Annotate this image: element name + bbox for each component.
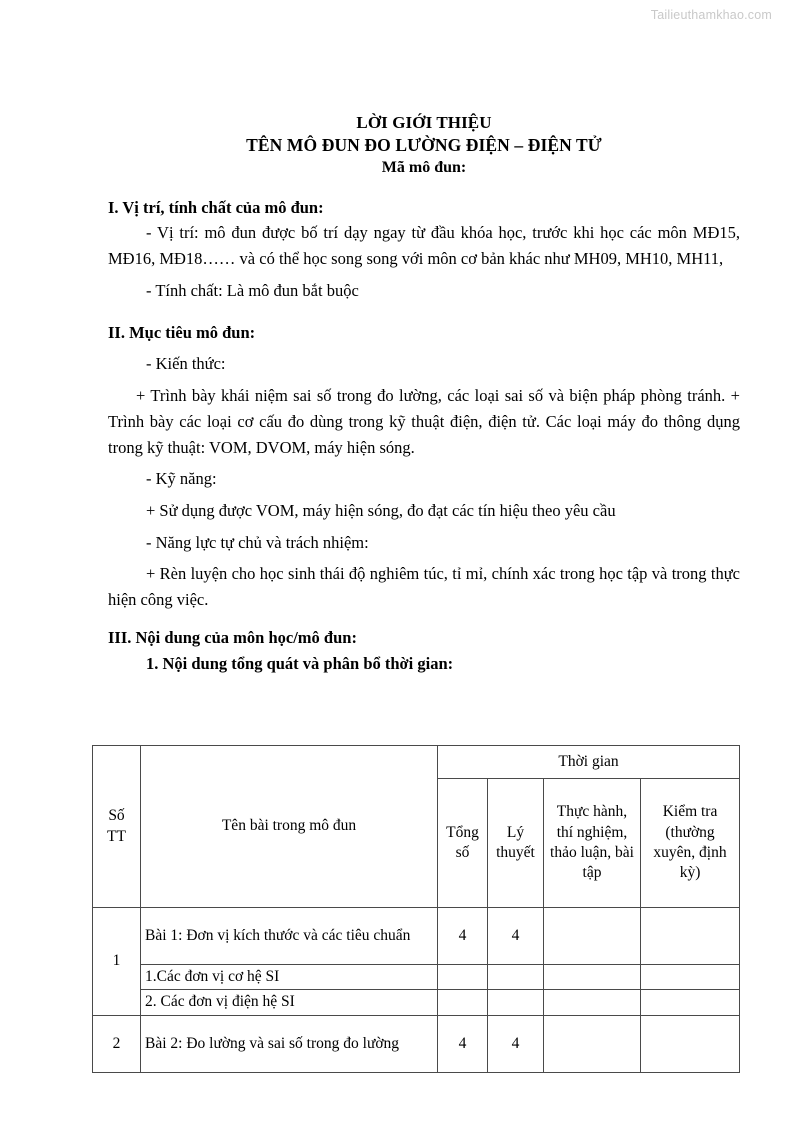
section-1-heading: I. Vị trí, tính chất của mô đun:	[108, 197, 324, 217]
table-cell-practice	[544, 965, 641, 990]
table-cell-lesson-name: 1.Các đơn vị cơ hệ SI	[141, 965, 438, 990]
table-cell-exam	[641, 990, 740, 1015]
table-cell-stt: 2	[93, 1015, 141, 1072]
table-cell-theory: 4	[488, 1015, 544, 1072]
table-row	[93, 908, 740, 965]
table-cell-theory	[488, 965, 544, 990]
document-title-block	[108, 112, 740, 179]
section-2-paragraph-4: + Sử dụng được VOM, máy hiện sóng, đo đạt các tín hiệu theo yêu cầu	[146, 501, 616, 521]
table-header-practice: Thực hành, thí nghiệm, thảo luận, bài tập	[544, 779, 641, 908]
table-header-total	[438, 779, 488, 908]
table-cell-theory	[488, 990, 544, 1015]
section-2-paragraph-3: - Kỹ năng:	[146, 469, 217, 489]
document-body	[108, 112, 740, 676]
table-header-stt-line2: TT	[107, 827, 126, 845]
content-distribution-table-wrapper	[92, 745, 740, 1073]
table-header-total-line1: Tổng	[446, 823, 479, 841]
section-2-paragraph-2: + Trình bày khái niệm sai số trong đo lường, các loại sai số và biện pháp phòng tránh. + Trình bày các loại cơ cấu đo dùng trong kỹ thuật điện, điện tử. Các loại máy đo thông dụng trong kỹ thuật: VOM, DVOM, máy hiện sóng.	[108, 386, 740, 457]
section-1-paragraph-1: - Vị trí: mô đun được bố trí dạy ngay từ đầu khóa học, trước khi học các môn MĐ15, MĐ16, MĐ18…… và có thể học song song với môn cơ bản khác như MH09, MH10, MH11,	[108, 223, 740, 269]
table-cell-exam	[641, 1015, 740, 1072]
section-1-paragraph-2: - Tính chất: Là mô đun bắt buộc	[146, 280, 359, 300]
table-header-theory	[488, 779, 544, 908]
table-header-lesson-name: Tên bài trong mô đun	[141, 746, 438, 908]
table-cell-theory: 4	[488, 908, 544, 965]
page-title: LỜI GIỚI THIỆU	[356, 113, 492, 132]
watermark-text: Tailieuthamkhao.com	[650, 8, 772, 22]
table-body	[93, 908, 740, 1073]
content-distribution-table	[92, 745, 740, 1073]
section-2-paragraph-5: - Năng lực tự chủ và trách nhiệm:	[146, 532, 369, 552]
table-cell-practice	[544, 1015, 641, 1072]
table-cell-total	[438, 990, 488, 1015]
table-cell-lesson-name: Bài 2: Đo lường và sai số trong đo lường	[141, 1015, 438, 1072]
table-header-stt	[93, 746, 141, 908]
table-header-theory-line1: Lý	[506, 823, 525, 841]
table-header-theory-line2: thuyết	[496, 844, 535, 861]
table-cell-lesson-name: Bài 1: Đơn vị kích thước và các tiêu chuẩn	[141, 908, 438, 965]
table-cell-total	[438, 965, 488, 990]
table-header-exam: Kiểm tra (thường xuyên, định kỳ)	[641, 779, 740, 908]
section-2-heading: II. Mục tiêu mô đun:	[108, 322, 256, 342]
table-header-stt-line1: Số	[108, 807, 125, 825]
table-cell-exam	[641, 965, 740, 990]
section-2-paragraph-6: + Rèn luyện cho học sinh thái độ nghiêm túc, tỉ mỉ, chính xác trong học tập và trong thực hiện công việc.	[108, 564, 740, 610]
page-subtitle-module-name: TÊN MÔ ĐUN ĐO LƯỜNG ĐIỆN – ĐIỆN TỬ	[246, 135, 602, 156]
section-2-paragraph-1: - Kiến thức:	[146, 354, 226, 374]
table-cell-practice	[544, 908, 641, 965]
table-cell-lesson-name: 2. Các đơn vị điện hệ SI	[141, 990, 438, 1015]
section-3-heading: III. Nội dung của môn học/mô đun:	[108, 627, 357, 647]
table-cell-stt: 1	[93, 908, 141, 1016]
table-row	[93, 965, 740, 990]
table-cell-practice	[544, 990, 641, 1015]
table-cell-total: 4	[438, 908, 488, 965]
table-header-time-group: Thời gian	[438, 746, 740, 779]
table-header-total-line2: số	[455, 844, 470, 861]
table-header-row-group	[93, 746, 740, 779]
table-cell-exam	[641, 908, 740, 965]
table-cell-total: 4	[438, 1015, 488, 1072]
module-code-label: Mã mô đun:	[381, 158, 467, 176]
section-3-subheading: 1. Nội dung tổng quát và phân bổ thời gian:	[146, 653, 454, 673]
table-row	[93, 1015, 740, 1072]
table-row	[93, 990, 740, 1015]
